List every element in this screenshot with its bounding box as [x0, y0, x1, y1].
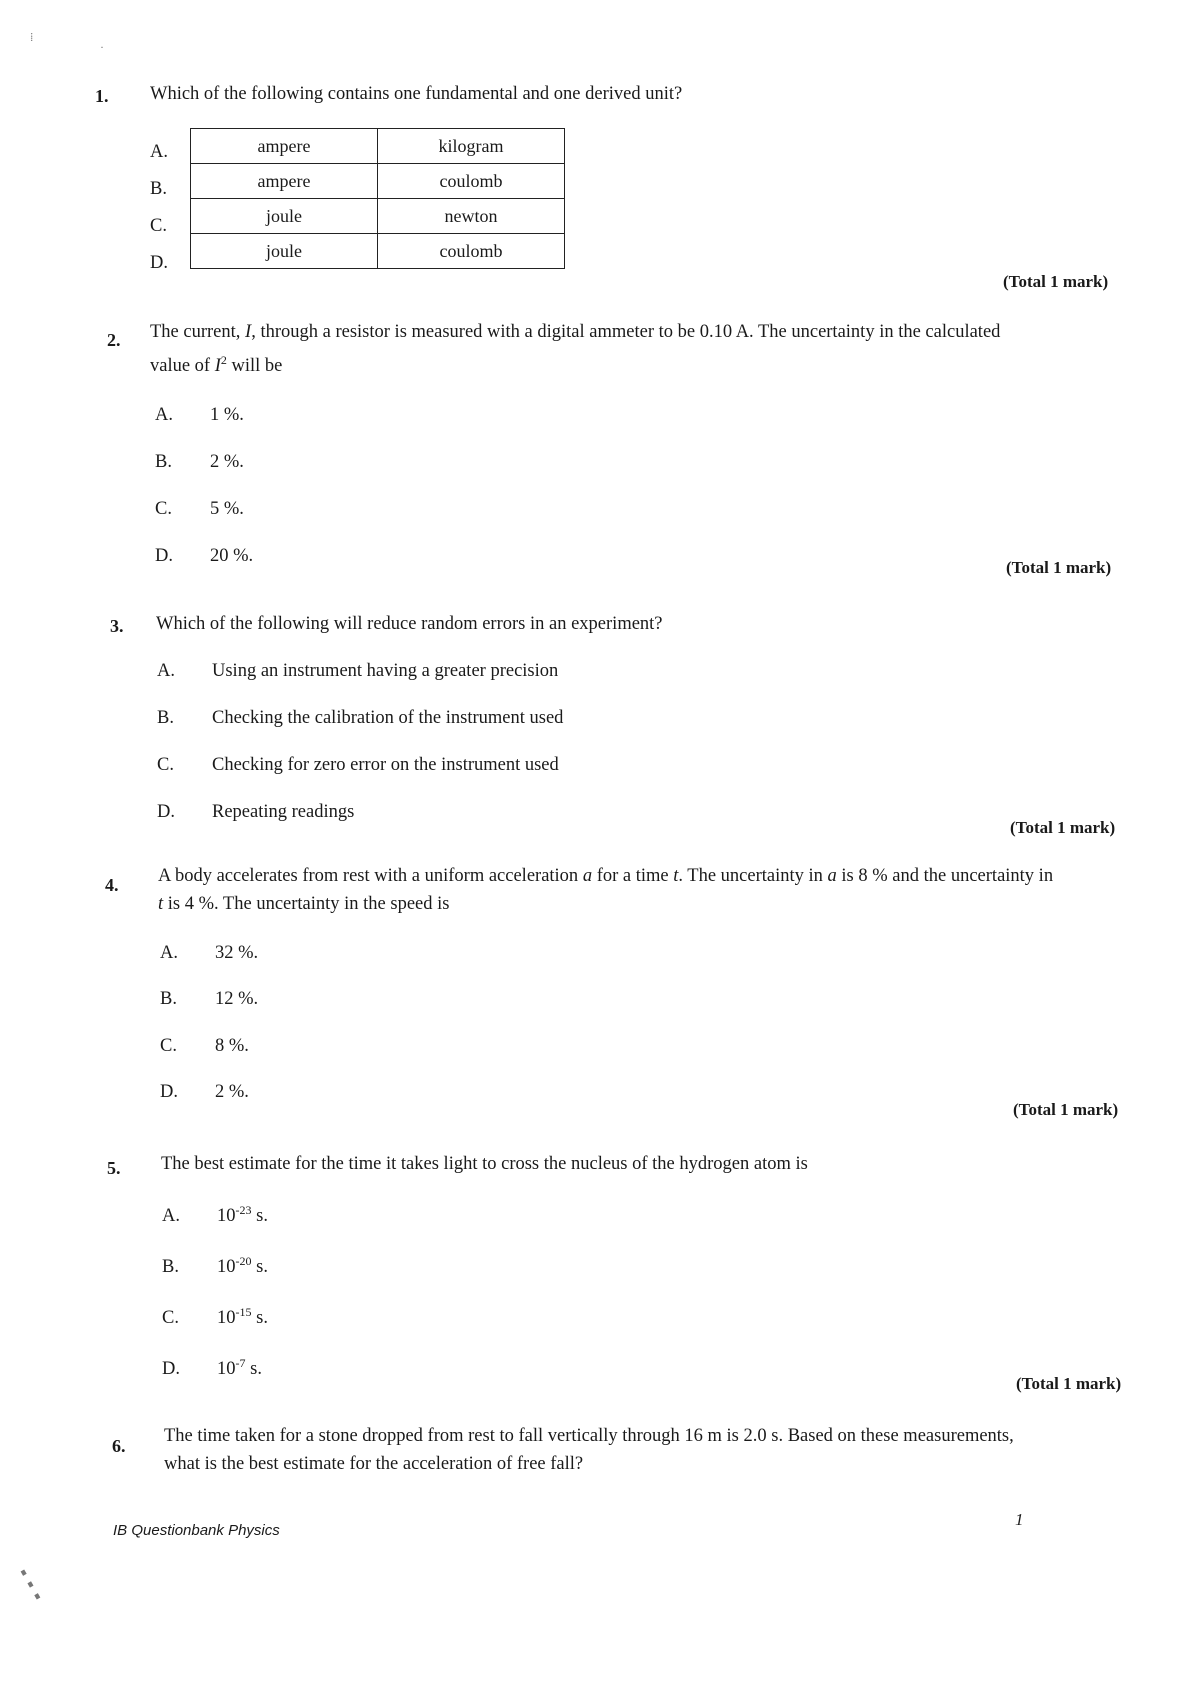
option-d: D. 20 %.: [155, 546, 254, 566]
variable: I: [245, 322, 252, 342]
total-mark: (Total 1 mark): [1016, 1374, 1122, 1393]
option-d: D. Repeating readings: [157, 802, 355, 822]
scan-mark: ⁞: [30, 30, 34, 44]
option-d: D. $10^{-7}$ s.: [162, 1356, 262, 1380]
question-text: Which of the following contains one fundamental and one derived unit?: [150, 84, 683, 104]
question-text: The time taken for a stone dropped from rest to fall vertically through 16 m is 2.0 s. Based on these measurements, what is the best estimate for the acceleration of free fall?: [164, 1426, 1014, 1474]
table-cell: coulomb: [378, 234, 565, 269]
option-b: B. 12 %.: [160, 989, 259, 1009]
table-cell: ampere: [191, 129, 378, 164]
question-number: 2.: [107, 330, 121, 350]
question-number: 6.: [112, 1436, 126, 1456]
table-cell: kilogram: [378, 129, 565, 164]
total-mark: (Total 1 mark): [1013, 1100, 1119, 1119]
variable: a: [582, 866, 593, 886]
variable: I: [214, 356, 221, 377]
variable: t: [673, 866, 679, 886]
option-b: B. 2 %.: [155, 452, 244, 472]
units-table: [190, 128, 565, 269]
page-number: 1: [1015, 1510, 1024, 1529]
superscript: 2: [220, 353, 227, 367]
option-b: B. $10^{-20}$ s.: [162, 1254, 268, 1278]
table-row: [191, 199, 565, 234]
row-label: B.: [150, 179, 167, 199]
question-text: The best estimate for the time it takes light to cross the nucleus of the hydrogen atom is: [161, 1154, 808, 1174]
row-label: A.: [150, 142, 168, 162]
table-cell: newton: [378, 199, 565, 234]
option-c: C. 5 %.: [155, 499, 244, 519]
option-b: B. Checking the calibration of the instrument used: [157, 708, 564, 728]
scan-mark: ·: [100, 40, 104, 54]
table-cell: coulomb: [378, 164, 565, 199]
option-a: A. Using an instrument having a greater precision: [157, 661, 559, 681]
table-row: [191, 234, 565, 269]
total-mark: (Total 1 mark): [1006, 558, 1112, 577]
table-row: [191, 164, 565, 199]
row-label: C.: [150, 216, 167, 236]
option-c: C. Checking for zero error on the instrument used: [157, 755, 559, 775]
table-cell: joule: [191, 234, 378, 269]
table-cell: ampere: [191, 164, 378, 199]
option-d: D. 2 %.: [160, 1082, 249, 1102]
option-c: C. 8 %.: [160, 1036, 249, 1056]
question-text: Which of the following will reduce random errors in an experiment?: [156, 614, 663, 634]
text-part: The current,: [150, 322, 246, 342]
option-a: A. 32 %.: [160, 943, 259, 963]
option-a: A. 1 %.: [155, 405, 244, 425]
question-number: 5.: [107, 1158, 121, 1178]
option-a: A. $10^{-23}$ s.: [162, 1203, 268, 1227]
question-number: 3.: [110, 616, 124, 636]
text-part: is 8 % and the uncertainty in: [836, 866, 1054, 886]
variable: t: [158, 894, 164, 914]
text-part: A body accelerates from rest with a uniform acceleration: [158, 866, 583, 886]
footer-source: IB Questionbank Physics: [113, 1522, 280, 1539]
question-text: [158, 862, 1058, 918]
option-c: C. $10^{-15}$ s.: [162, 1305, 268, 1329]
total-mark: (Total 1 mark): [1003, 272, 1109, 291]
scan-mark: ⋮: [1, 1554, 59, 1613]
row-label: D.: [150, 253, 168, 273]
question-number: 1.: [95, 86, 109, 106]
text-part: . The uncertainty in: [678, 866, 828, 886]
table-cell: joule: [191, 199, 378, 234]
total-mark: (Total 1 mark): [1010, 818, 1116, 837]
text-part: will be: [226, 356, 283, 377]
text-part: is 4 %. The uncertainty in the speed is: [163, 894, 450, 914]
question-number: 4.: [105, 875, 119, 895]
text-part: for a time: [592, 866, 674, 886]
question-text: [150, 318, 1030, 380]
variable: a: [827, 866, 837, 886]
text-part: , through a resistor is measured with a digital ammeter to be 0.10 A. The uncertainty in the calculated value of: [150, 322, 1001, 377]
table-row: [191, 129, 565, 164]
